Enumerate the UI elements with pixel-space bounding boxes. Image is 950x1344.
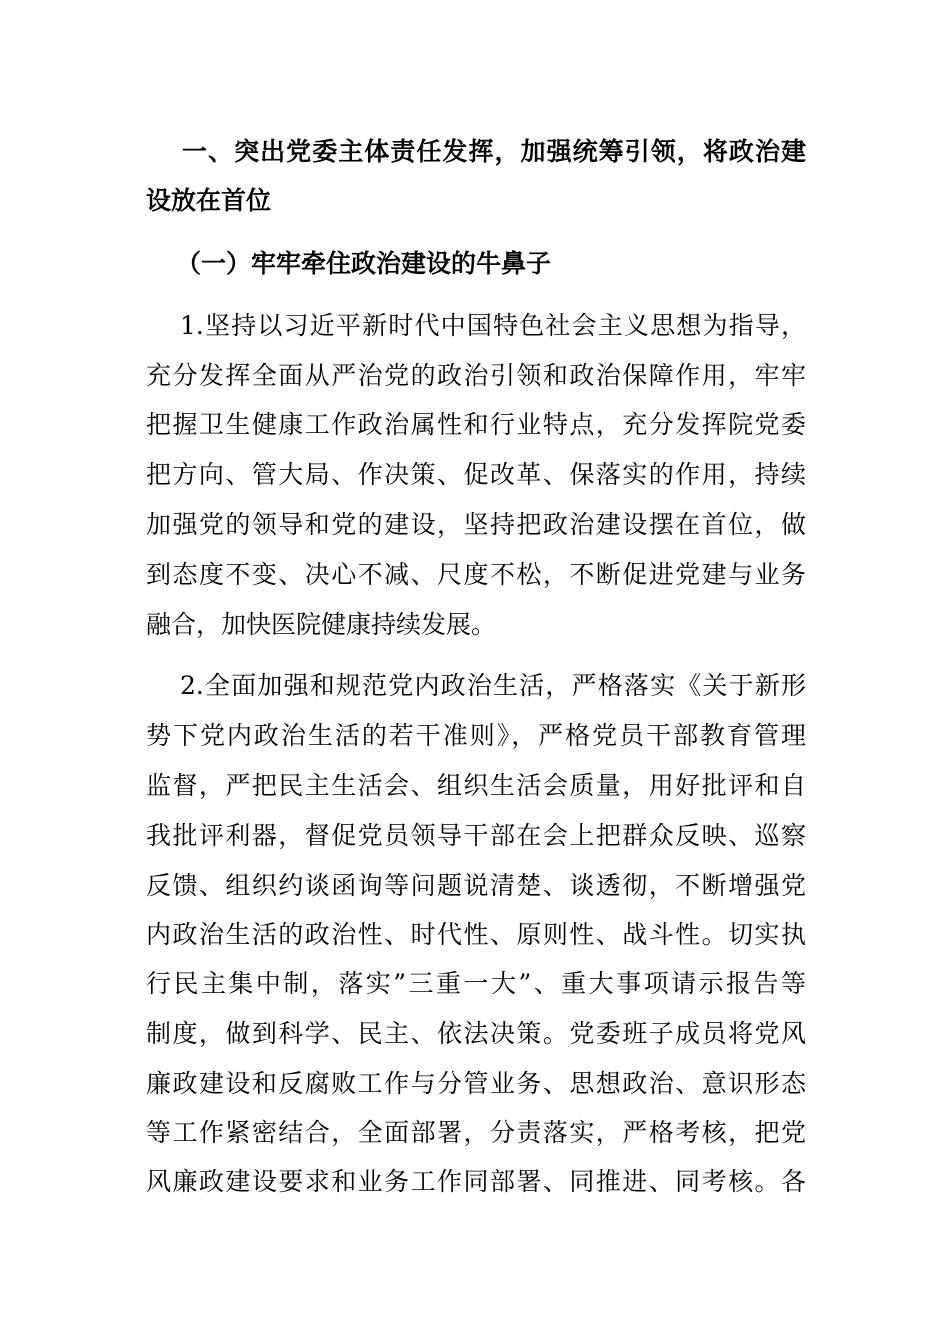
paragraph-1-line: 1.坚持以习近平新时代中国特色社会主义思想为指导， [180, 311, 806, 340]
paragraph-1-line: 到态度不变、决心不减、尺度不松，不断促进党建与业务 [146, 560, 806, 589]
paragraph-2-line: 风廉政建设要求和业务工作同部署、同推进、同考核。各 [146, 1167, 806, 1196]
paragraph-2-line: 廉政建设和反腐败工作与分管业务、思想政治、意识形态 [146, 1069, 806, 1098]
paragraph-1-line: 融合，加快医院健康持续发展。 [146, 610, 497, 639]
paragraph-2-line: 2.全面加强和规范党内政治生活，严格落实《关于新形 [180, 671, 806, 700]
section-heading-line-1: 一、突出党委主体责任发挥，加强统筹引领，将政治建 [182, 137, 806, 166]
paragraph-2-line: 内政治生活的政治性、时代性、原则性、战斗性。切实执 [146, 920, 806, 949]
paragraph-1-line: 充分发挥全面从严治党的政治引领和政治保障作用，牢牢 [146, 361, 806, 390]
paragraph-1-line: 加强党的领导和党的建设，坚持把政治建设摆在首位，做 [146, 510, 806, 539]
paragraph-1-line: 把方向、管大局、作决策、促改革、保落实的作用，持续 [146, 460, 806, 489]
paragraph-2-line: 我批评利器，督促党员领导干部在会上把群众反映、巡察 [146, 821, 806, 850]
paragraph-2-line: 势下党内政治生活的若干准则》，严格党员干部教育管理 [146, 721, 806, 750]
section-heading-line-2: 设放在首位 [146, 186, 272, 215]
paragraph-2-line: 反馈、组织约谈函询等问题说清楚、谈透彻，不断增强党 [146, 871, 806, 900]
paragraph-2-line: 行民主集中制，落实”三重一大”、重大事项请示报告等 [146, 969, 806, 998]
paragraph-2-line: 监督，严把民主生活会、组织生活会质量，用好批评和自 [146, 771, 806, 800]
paragraph-2-line: 制度，做到科学、民主、依法决策。党委班子成员将党风 [146, 1019, 806, 1048]
subsection-heading: （一）牢牢牵住政治建设的牛鼻子 [176, 249, 552, 278]
paragraph-2-line: 等工作紧密结合，全面部署，分责落实，严格考核，把党 [146, 1118, 806, 1147]
paragraph-1-line: 把握卫生健康工作政治属性和行业特点，充分发挥院党委 [146, 410, 806, 439]
